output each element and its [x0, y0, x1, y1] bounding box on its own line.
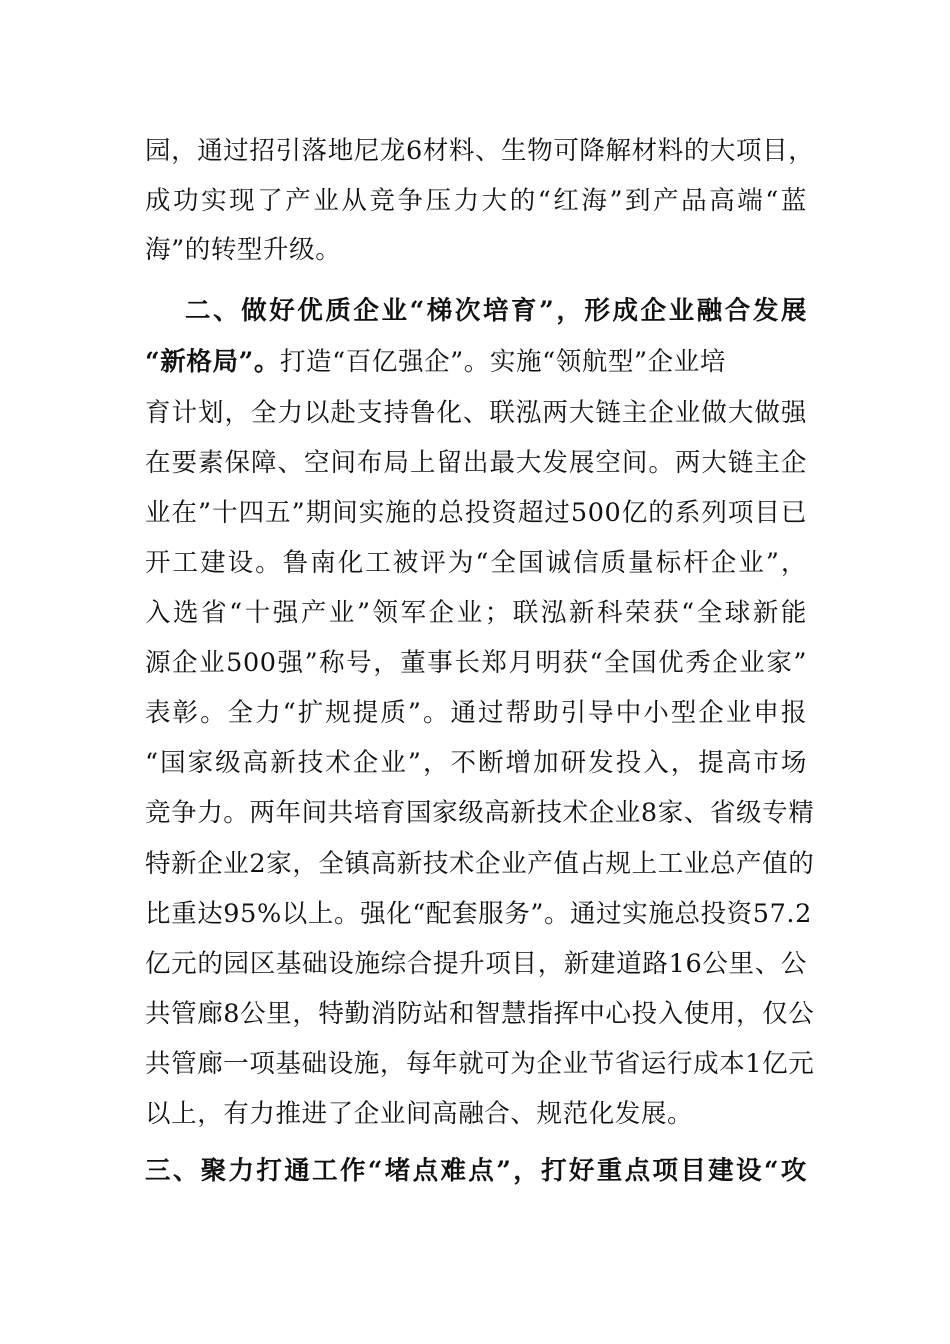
body-text-fragment: 打造“百亿强企”。实施“领航型”企业培 — [279, 347, 726, 377]
body-text-line: 特新企业2家，全镇高新技术企业产值占规上工业总产值的 — [145, 849, 815, 879]
body-text-line: 共管廊一项基础设施，每年就可为企业节省运行成本1亿元 — [145, 1049, 815, 1079]
body-text-line: 源企业500强”称号，董事长郑月明获“全国优秀企业家” — [145, 648, 807, 678]
body-text-line: 在要素保障、空间布局上留出最大发展空间。两大链主企 — [145, 448, 807, 478]
body-text-line: 共管廊8公里，特勤消防站和智慧指挥中心投入使用，仅公 — [145, 999, 815, 1029]
body-text-line: 竞争力。两年间共培育国家级高新技术企业8家、省级专精 — [145, 798, 815, 828]
body-text-line: 以上，有力推进了企业间高融合、规范化发展。 — [145, 1099, 694, 1129]
section-heading-3: 三、聚力打通工作“堵点难点”，打好重点项目建设“攻 — [145, 1156, 807, 1186]
body-text-line: 育计划，全力以赴支持鲁化、联泓两大链主企业做大做强 — [145, 398, 807, 428]
section-heading-2: 二、做好优质企业“梯次培育”，形成企业融合发展 — [185, 296, 807, 326]
body-text-line: 成功实现了产业从竞争压力大的“红海”到产品高端“蓝 — [145, 186, 807, 216]
body-text-line: 入选省“十强产业”领军企业；联泓新科荣获“全球新能 — [145, 598, 807, 628]
body-text-line: 海”的转型升级。 — [145, 235, 342, 265]
body-text-line: 开工建设。鲁南化工被评为“全国诚信质量标杆企业”， — [145, 548, 807, 578]
body-text-line: 亿元的园区基础设施综合提升项目，新建道路16公里、公 — [145, 949, 807, 979]
body-text-line: “国家级高新技术企业”，不断增加研发投入，提高市场 — [145, 748, 807, 778]
section-heading-2-continued: “新格局”。 — [145, 347, 280, 377]
body-text-line: 比重达95%以上。强化“配套服务”。通过实施总投资57.2 — [145, 899, 812, 929]
body-text-line: 业在”十四五”期间实施的总投资超过500亿的系列项目已 — [145, 498, 807, 528]
body-text-line: 园，通过招引落地尼龙6材料、生物可降解材料的大项目， — [145, 136, 815, 166]
mixed-text-line — [145, 342, 807, 382]
body-text-line: 表彰。全力“扩规提质”。通过帮助引导中小型企业申报 — [145, 698, 807, 728]
